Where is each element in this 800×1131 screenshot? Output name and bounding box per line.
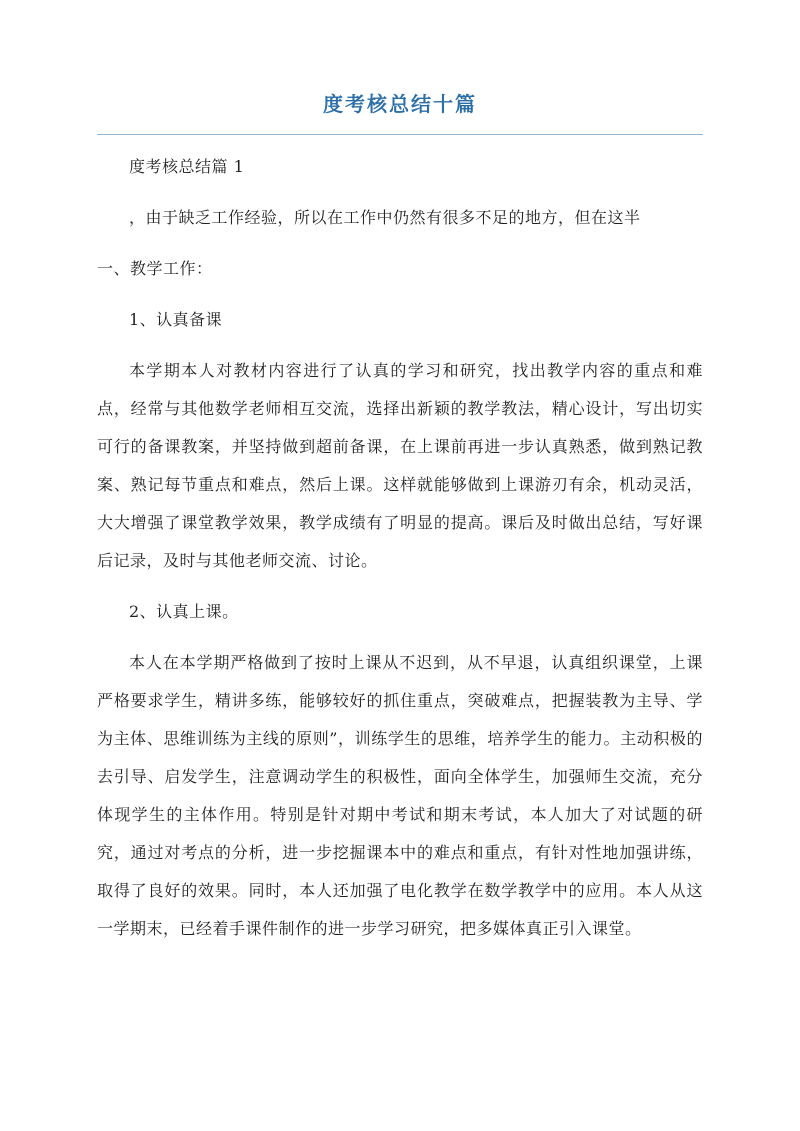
- title-divider: [97, 134, 703, 135]
- paragraph-subtitle-3: 2、认真上课。: [129, 602, 239, 621]
- document-title: 度考核总结十篇: [323, 92, 477, 116]
- paragraph-subtitle-1: 度考核总结篇 1: [129, 157, 245, 176]
- paragraph-subtitle-2: 1、认真备课: [129, 310, 223, 329]
- paragraph-section-heading: 一、教学工作：: [97, 259, 213, 278]
- paragraph-body-3: 本人在本学期严格做到了按时上课从不迟到，从不早退，认真组织课堂，上课严格要求学生，精讲多练，能够较好的抓住重点，突破难点，把握装教为主导、学为主体、思维训练为主线的原则”，训练学生的思维，培养学生的能力。主动积极的去引导、启发学生，注意调动学生的积极性，面向全体学生，加强师生交流，充分体现学生的主体作用。特别是针对期中考试和期末考试，本人加大了对试题的研究，通过对考点的分析，进一步挖掘课本中的难点和重点，有针对性地加强讲练，取得了良好的效果。同时，本人还加强了电化教学在数学教学中的应用。本人从这一学期末，已经着手课件制作的进一步学习研究，把多媒体真正引入课堂。: [97, 653, 703, 938]
- paragraph-body-2: 本学期本人对教材内容进行了认真的学习和研究，找出教学内容的重点和难点，经常与其他数学老师相互交流，选择出新颖的教学教法，精心设计，写出切实可行的备课教案，并坚持做到超前备课，在上课前再进一步认真熟悉，做到熟记教案、熟记每节重点和难点，然后上课。这样就能够做到上课游刃有余，机动灵活，大大增强了课堂教学效果，教学成绩有了明显的提高。课后及时做出总结，写好课后记录，及时与其他老师交流、讨论。: [97, 361, 703, 570]
- paragraph-body-1: ，由于缺乏工作经验，所以在工作中仍然有很多不足的地方，但在这半: [129, 208, 641, 227]
